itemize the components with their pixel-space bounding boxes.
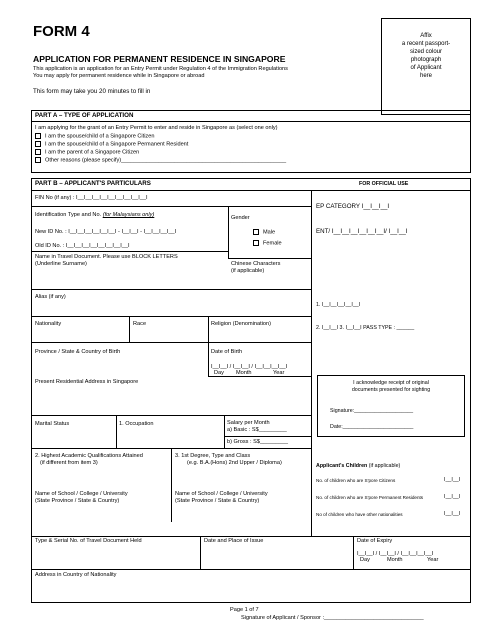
religion-label: Religion (Denomination)	[211, 321, 272, 327]
official-field-1[interactable]: 1. I__I__I__I__I__I	[316, 302, 361, 308]
dob-year: Year	[273, 370, 285, 376]
form-subtitle-2: You may apply for permanent residence while in Singapore or abroad	[33, 73, 205, 79]
official-field-2[interactable]: 2. I__I__I 3. I__I__I PASS TYPE : ______	[316, 325, 415, 331]
degree-sublabel: (e.g. B.A.(Hons) 2nd Upper / Diploma)	[187, 460, 282, 466]
expiry-year: Year	[427, 557, 439, 563]
official-use-label: FOR OFFICIAL USE	[359, 181, 409, 187]
part-a-title: PART A – TYPE OF APPLICATION	[35, 111, 134, 119]
travel-doc-label: Type & Serial No. of Travel Document Held	[35, 538, 142, 544]
name-label: Name in Travel Document. Please use BLOCK LETTERS	[35, 254, 178, 260]
children-pr-field[interactable]: I__I__I	[444, 494, 461, 500]
children-title: Applicant's Children (if applicable)	[316, 463, 401, 469]
ep-category-field[interactable]: EP CATEGORY I__I__I__I	[316, 203, 390, 210]
acknowledge-line-2: documents presented for sighting	[351, 387, 431, 393]
option-pr-spouse[interactable]: I am the spouse/child of a Singapore Permanent Resident	[35, 141, 188, 148]
page-number: Page 1 of 7	[230, 607, 259, 613]
name-sublabel: (Underline Surname)	[35, 261, 87, 267]
photo-line-6: here	[419, 73, 432, 79]
expiry-month: Month	[387, 557, 403, 563]
id-type-label: Identification Type and No. (for Malaysians only)	[35, 212, 155, 218]
option-sc-parent[interactable]: I am the parent of a Singapore Citizen	[35, 149, 139, 156]
checkbox[interactable]	[35, 133, 41, 139]
children-other-field[interactable]: I__I__I	[444, 511, 461, 517]
acknowledge-line-1: I acknowledge receipt of original	[353, 380, 429, 386]
photo-line-5: of Applicant	[410, 65, 442, 71]
checkbox[interactable]	[253, 240, 259, 246]
part-b-title: PART B – APPLICANT'S PARTICULARS	[35, 180, 151, 187]
checkbox[interactable]	[35, 157, 41, 163]
children-citizens-field[interactable]: I__I__I	[444, 477, 461, 483]
photo-line-4: photograph	[410, 57, 442, 63]
option-sc-spouse[interactable]: I am the spouse/child of a Singapore Citizen	[35, 133, 154, 140]
qualification-label: 2. Highest Academic Qualifications Attained	[35, 453, 143, 459]
degree-label: 3. 1st Degree, Type and Class	[175, 453, 251, 459]
salary-gross[interactable]: b) Gross : S$_________	[227, 439, 288, 445]
gender-male[interactable]: Male	[253, 229, 275, 236]
children-other: No of children who have other nationalities	[316, 512, 403, 517]
time-note: This form may take you 20 minutes to fill in	[33, 88, 151, 95]
form-subtitle-1: This application is an application for an Entry Permit under Regulation 4 of the Immigration Regulations	[33, 66, 288, 72]
form-title: APPLICATION FOR PERMANENT RESIDENCE IN SINGAPORE	[33, 54, 286, 64]
checkbox[interactable]	[253, 229, 259, 235]
applicant-signature-field[interactable]: Signature of Applicant / Sponsor :________________________________	[241, 615, 424, 621]
chinese-sublabel: (if applicable)	[231, 268, 265, 274]
ent-field[interactable]: ENT/ I__I__I__I__I__I__I/ I__I__I	[316, 228, 408, 235]
expiry-day: Day	[360, 557, 370, 563]
checkbox[interactable]	[35, 149, 41, 155]
official-date-field[interactable]: Date:________________________	[330, 424, 414, 430]
photo-line-2: a recent passport-	[401, 41, 451, 47]
alias-label: Alias (if any)	[35, 294, 66, 300]
nationality-label: Nationality	[35, 321, 62, 327]
option-other[interactable]: Other reasons (please specify)_____________________________________________________	[35, 157, 286, 164]
dob-month: Month	[236, 370, 252, 376]
address-label: Present Residential Address in Singapore	[35, 379, 139, 385]
fin-field[interactable]: FIN No (if any) : I__I__I__I__I__I__I__I__I__I	[35, 195, 148, 201]
occupation-label: 1. Occupation	[119, 421, 154, 427]
children-citizens: No. of children who are S'pore Citizens	[316, 478, 396, 483]
dob-label: Date of Birth	[211, 349, 243, 355]
race-label: Race	[133, 321, 147, 327]
birth-place-label: Province / State & Country of Birth	[35, 349, 121, 355]
school-1-sublabel: (State Province / State & Country)	[35, 498, 120, 504]
children-pr: No. of children who are S'pore Permanent Residents	[316, 495, 424, 500]
checkbox[interactable]	[35, 141, 41, 147]
part-a-intro: I am applying for the grant of an Entry Permit to enter and reside in Singapore as (select one only)	[35, 125, 278, 131]
qualification-sublabel: (if different from item 3)	[40, 460, 98, 466]
issue-label: Date and Place of Issue	[204, 538, 264, 544]
dob-field[interactable]: I__I__I / I__I__I / I__I__I__I__I	[211, 364, 288, 370]
expiry-label: Date of Expiry	[357, 538, 393, 544]
photo-box[interactable]	[381, 18, 471, 115]
official-signature-field[interactable]: Signature:____________________	[330, 408, 414, 414]
marital-label: Marital Status	[35, 421, 70, 427]
dob-day: Day	[214, 370, 224, 376]
school-2-label: Name of School / College / University	[175, 491, 268, 497]
form-number: FORM 4	[33, 23, 90, 40]
address-nationality-label: Address in Country of Nationality	[35, 572, 117, 578]
old-id-field[interactable]: Old ID No. : I__I__I__I__I__I__I__I__I	[35, 243, 130, 249]
salary-label: Salary per Month	[227, 420, 270, 426]
salary-basic[interactable]: a) Basic : S$_________	[227, 427, 287, 433]
gender-label: Gender	[231, 215, 250, 221]
expiry-field[interactable]: I__I__I / I__I__I / I__I__I__I__I	[357, 551, 434, 557]
school-2-sublabel: (State Province / State & Country)	[175, 498, 260, 504]
photo-line-1: Affix	[420, 33, 432, 39]
chinese-label: Chinese Characters	[231, 261, 281, 267]
photo-line-3: sized colour	[409, 49, 442, 55]
new-id-field[interactable]: New ID No. : I__I__I__I__I__I__I - I__I__I - I__I__I__I__I	[35, 229, 177, 235]
school-1-label: Name of School / College / University	[35, 491, 128, 497]
gender-female[interactable]: Female	[253, 240, 282, 247]
